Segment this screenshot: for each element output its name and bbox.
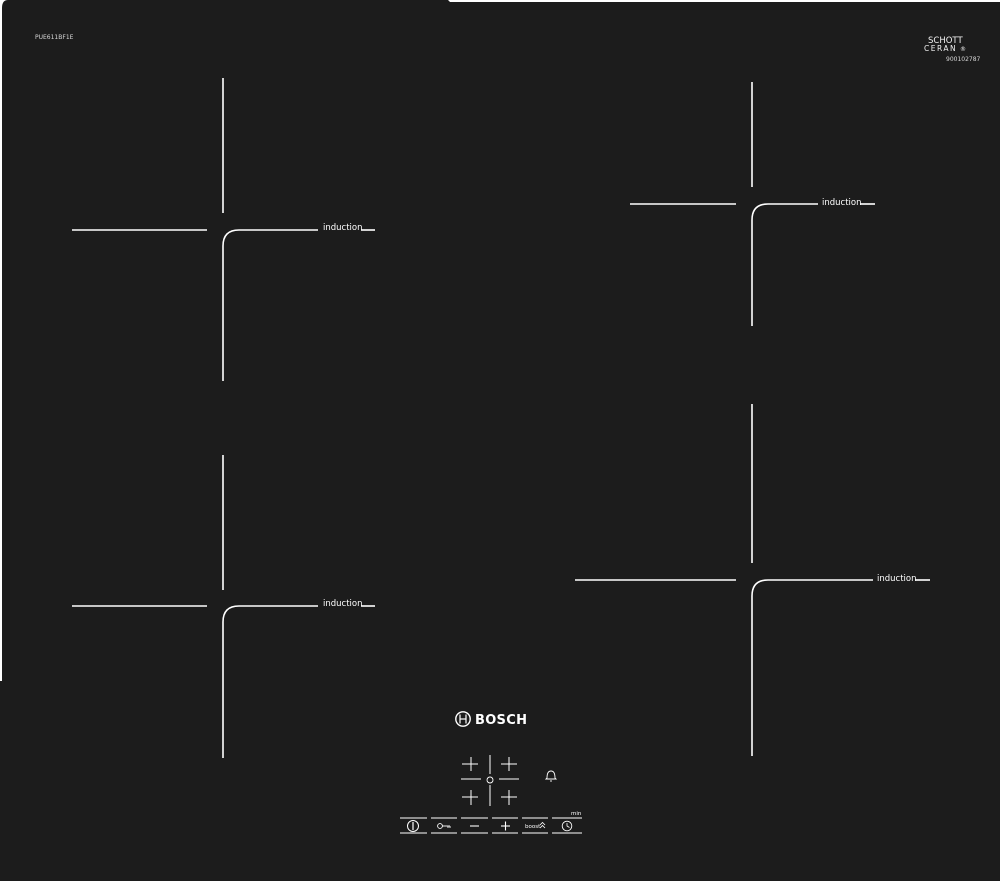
registered-mark: ® xyxy=(960,46,966,53)
model-number: PUE611BF1E xyxy=(35,34,74,41)
ceran-text: CERAN xyxy=(924,44,958,53)
zone-label-front-right: induction xyxy=(877,574,917,584)
zone-label-rear-right: induction xyxy=(822,198,862,208)
bosch-wordmark: BOSCH xyxy=(475,713,528,728)
zone-label-rear-left: induction xyxy=(323,223,363,233)
boost-label: boost xyxy=(525,824,541,830)
schott-text: SCHOTT xyxy=(928,36,963,46)
zone-label-front-left: induction xyxy=(323,599,363,609)
min-label: min xyxy=(571,811,582,817)
glass-serial: 900102787 xyxy=(946,56,981,63)
